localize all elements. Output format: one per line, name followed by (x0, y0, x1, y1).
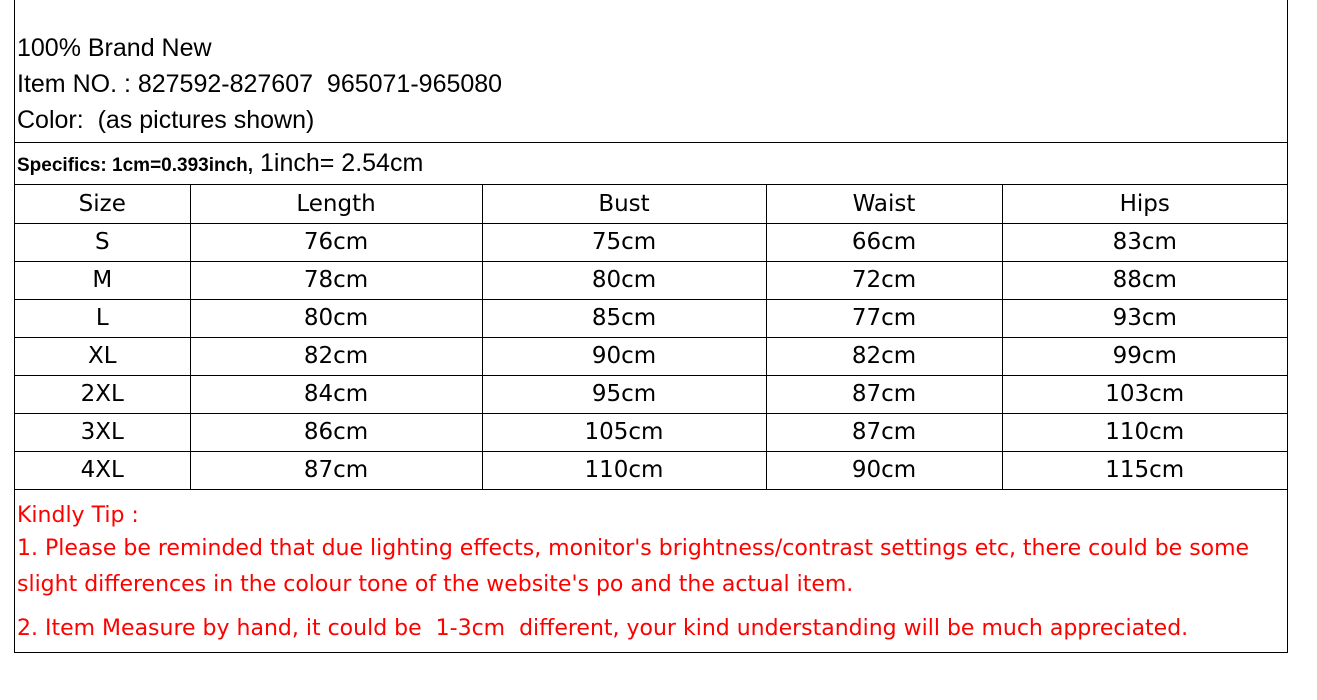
table-row (15, 223, 1287, 261)
kindly-tip-section (17, 497, 1289, 649)
cell-waist: 82cm (766, 337, 1002, 375)
cell-size: 3XL (15, 413, 190, 451)
cell-bust: 95cm (482, 375, 766, 413)
cell-waist: 72cm (766, 261, 1002, 299)
cell-hips: 99cm (1002, 337, 1287, 375)
column-header-hips: Hips (1002, 185, 1287, 223)
cell-length: 86cm (190, 413, 482, 451)
cell-size: 4XL (15, 451, 190, 489)
cell-hips: 115cm (1002, 451, 1287, 489)
column-header-waist: Waist (766, 185, 1002, 223)
brand-new-line: 100% Brand New (17, 34, 212, 62)
table-row (15, 261, 1287, 299)
cell-bust: 110cm (482, 451, 766, 489)
cell-waist: 87cm (766, 413, 1002, 451)
cell-size: S (15, 223, 190, 261)
cell-bust: 85cm (482, 299, 766, 337)
cell-waist: 90cm (766, 451, 1002, 489)
cell-bust: 75cm (482, 223, 766, 261)
cell-length: 82cm (190, 337, 482, 375)
item-number-line: Item NO. : 827592-827607 965071-965080 (17, 70, 503, 98)
product-intro (17, 30, 1285, 138)
specifics-conversion-normal: 1inch= 2.54cm (253, 149, 424, 177)
color-line: Color: (as pictures shown) (17, 106, 315, 134)
cell-length: 87cm (190, 451, 482, 489)
table-row (15, 413, 1287, 451)
cell-length: 80cm (190, 299, 482, 337)
cell-waist: 77cm (766, 299, 1002, 337)
cell-size: 2XL (15, 375, 190, 413)
cell-waist: 66cm (766, 223, 1002, 261)
table-row (15, 337, 1287, 375)
table-row (15, 299, 1287, 337)
tip-measure-by-hand: 2. Item Measure by hand, it could be 1-3cm different, your kind understanding will be much appreciated. (17, 616, 1189, 641)
column-header-bust: Bust (482, 185, 766, 223)
specifics-row (15, 142, 1287, 185)
product-spec-sheet (14, 0, 1288, 653)
cell-hips: 93cm (1002, 299, 1287, 337)
cell-size: XL (15, 337, 190, 375)
column-header-length: Length (190, 185, 482, 223)
cell-size: L (15, 299, 190, 337)
table-row (15, 375, 1287, 413)
cell-bust: 90cm (482, 337, 766, 375)
cell-hips: 88cm (1002, 261, 1287, 299)
cell-hips: 83cm (1002, 223, 1287, 261)
cell-length: 76cm (190, 223, 482, 261)
size-chart-header-row (15, 185, 1287, 223)
table-row (15, 451, 1287, 489)
specifics-conversion-bold: Specifics: 1cm=0.393inch, (17, 155, 254, 176)
cell-hips: 110cm (1002, 413, 1287, 451)
column-header-size: Size (15, 185, 190, 223)
kindly-tip-title: Kindly Tip : (17, 503, 139, 528)
cell-bust: 80cm (482, 261, 766, 299)
cell-length: 78cm (190, 261, 482, 299)
cell-bust: 105cm (482, 413, 766, 451)
cell-length: 84cm (190, 375, 482, 413)
tip-color-difference: 1. Please be reminded that due lighting effects, monitor's brightness/contrast settings etc, there could be some slight differences in the colour tone of the website's po and the actual item. (17, 536, 1250, 597)
cell-hips: 103cm (1002, 375, 1287, 413)
cell-waist: 87cm (766, 375, 1002, 413)
size-chart-table (15, 185, 1287, 490)
cell-size: M (15, 261, 190, 299)
